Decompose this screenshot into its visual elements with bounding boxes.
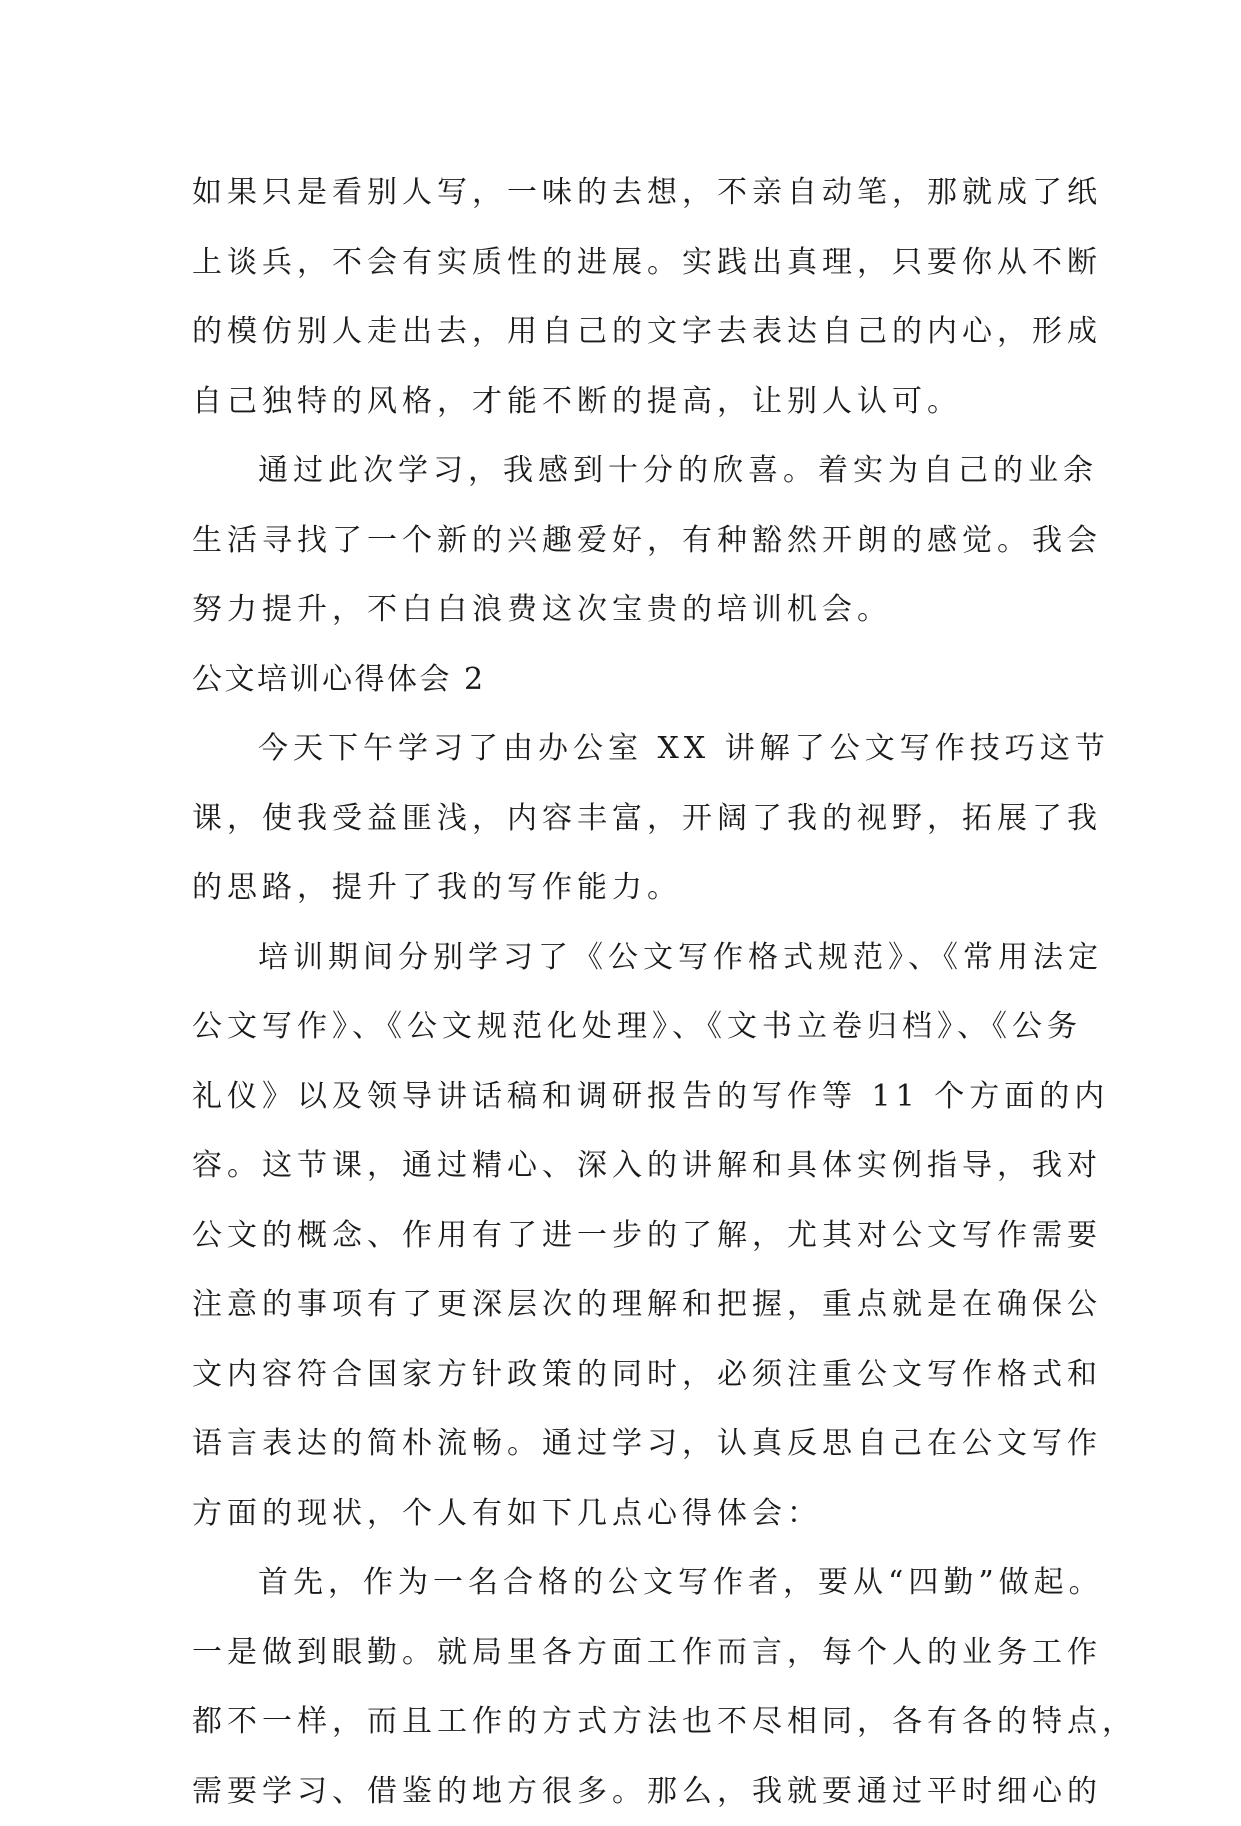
text-line: 自己独特的风格，才能不断的提高，让别人认可。 bbox=[192, 367, 1052, 437]
text-line: 公文的概念、作用有了进一步的了解，尤其对公文写作需要 bbox=[192, 1201, 1052, 1271]
text-line: 容。这节课，通过精心、深入的讲解和具体实例指导，我对 bbox=[192, 1131, 1052, 1201]
text-line: 的模仿别人走出去，用自己的文字去表达自己的内心，形成 bbox=[192, 297, 1052, 367]
document-body bbox=[192, 158, 1052, 1826]
text-line: 的思路，提升了我的写作能力。 bbox=[192, 853, 1052, 923]
text-line: 努力提升，不白白浪费这次宝贵的培训机会。 bbox=[192, 575, 1052, 645]
text-line: 首先，作为一名合格的公文写作者，要从“四勤”做起。 bbox=[192, 1548, 1052, 1618]
text-line: 文内容符合国家方针政策的同时，必须注重公文写作格式和 bbox=[192, 1340, 1052, 1410]
text-line: 今天下午学习了由办公室 XX 讲解了公文写作技巧这节 bbox=[192, 714, 1052, 784]
text-line: 如果只是看别人写，一味的去想，不亲自动笔，那就成了纸 bbox=[192, 158, 1052, 228]
text-line: 公文写作》、《公文规范化处理》、《文书立卷归档》、《公务 bbox=[192, 992, 1052, 1062]
text-line: 语言表达的简朴流畅。通过学习，认真反思自己在公文写作 bbox=[192, 1409, 1052, 1479]
text-line: 生活寻找了一个新的兴趣爱好，有种豁然开朗的感觉。我会 bbox=[192, 506, 1052, 576]
text-line: 需要学习、借鉴的地方很多。那么，我就要通过平时细心的 bbox=[192, 1757, 1052, 1826]
text-line: 通过此次学习，我感到十分的欣喜。着实为自己的业余 bbox=[192, 436, 1052, 506]
text-line: 礼仪》以及领导讲话稿和调研报告的写作等 11 个方面的内 bbox=[192, 1062, 1052, 1132]
section-heading: 公文培训心得体会 2 bbox=[192, 645, 1052, 715]
text-line: 培训期间分别学习了《公文写作格式规范》、《常用法定 bbox=[192, 923, 1052, 993]
text-line: 都不一样，而且工作的方式方法也不尽相同，各有各的特点， bbox=[192, 1687, 1052, 1757]
text-line: 上谈兵，不会有实质性的进展。实践出真理，只要你从不断 bbox=[192, 228, 1052, 298]
text-line: 课，使我受益匪浅，内容丰富，开阔了我的视野，拓展了我 bbox=[192, 784, 1052, 854]
text-line: 一是做到眼勤。就局里各方面工作而言，每个人的业务工作 bbox=[192, 1618, 1052, 1688]
text-line: 方面的现状，个人有如下几点心得体会： bbox=[192, 1479, 1052, 1549]
text-line: 注意的事项有了更深层次的理解和把握，重点就是在确保公 bbox=[192, 1270, 1052, 1340]
